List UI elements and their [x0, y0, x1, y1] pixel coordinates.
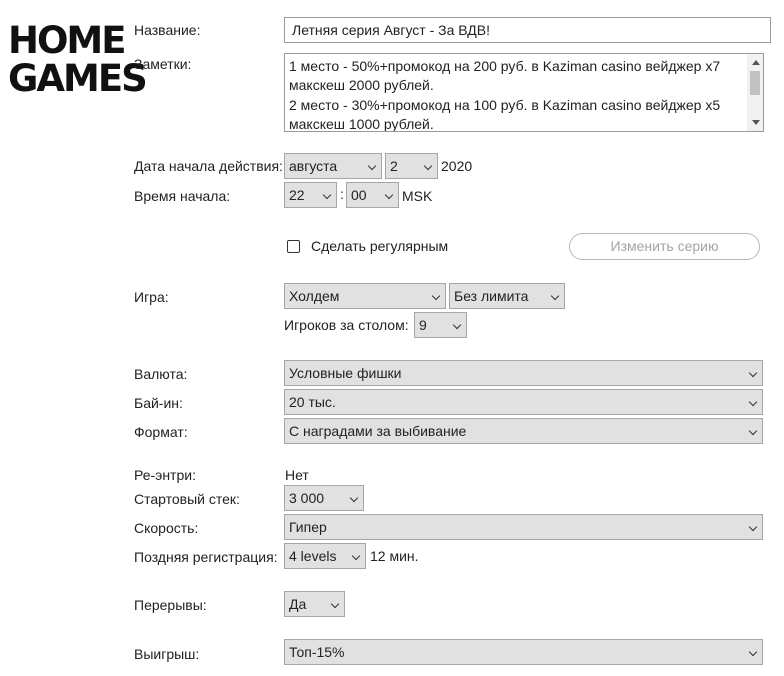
chevron-down-icon: [749, 427, 757, 435]
late-reg-value: 4 levels: [289, 548, 337, 564]
notes-content: [289, 57, 743, 132]
buyin-label: Бай-ин:: [134, 395, 183, 411]
scroll-up-arrow-icon[interactable]: [752, 60, 760, 65]
late-reg-label: Поздняя регистрация:: [134, 549, 278, 565]
start-time-label: Время начала:: [134, 188, 231, 204]
start-month-value: августа: [289, 158, 338, 174]
breaks-label: Перерывы:: [134, 597, 207, 613]
notes-line: 1 место - 50%+промокод на 200 руб. в Kaziman casino вейджер х7: [289, 58, 721, 74]
game-label: Игра:: [134, 289, 169, 305]
chevron-down-icon: [352, 552, 360, 560]
logo-line-games: GAMES: [8, 57, 146, 100]
chevron-down-icon: [749, 398, 757, 406]
payout-value: Топ-15%: [289, 644, 345, 660]
reentry-label: Ре-энтри:: [134, 467, 196, 483]
game-type-value: Холдем: [289, 288, 340, 304]
chevron-down-icon: [749, 369, 757, 377]
stack-select[interactable]: [284, 485, 364, 511]
name-input[interactable]: Летняя серия Август - За ВДВ!: [284, 17, 771, 43]
notes-scrollbar[interactable]: [747, 54, 763, 131]
currency-label: Валюта:: [134, 366, 188, 382]
currency-select[interactable]: [284, 360, 763, 386]
payout-label: Выигрыш:: [134, 646, 200, 662]
players-select[interactable]: [414, 312, 467, 338]
home-games-logo: [8, 19, 146, 100]
stack-value: 3 000: [289, 490, 325, 506]
regular-label[interactable]: Сделать регулярным: [311, 238, 449, 254]
format-value: С наградами за выбивание: [289, 423, 467, 439]
speed-value: Гипер: [289, 519, 327, 535]
scroll-thumb[interactable]: [750, 71, 760, 95]
stack-label: Стартовый стек:: [134, 491, 240, 507]
logo-line-home: HOME: [8, 19, 125, 62]
chevron-down-icon: [453, 321, 461, 329]
late-reg-select[interactable]: [284, 543, 366, 569]
currency-value: Условные фишки: [289, 365, 402, 381]
scroll-down-arrow-icon[interactable]: [752, 120, 760, 125]
start-hour-value: 22: [289, 187, 305, 203]
buyin-value: 20 тыс.: [289, 394, 336, 410]
time-separator: :: [340, 186, 344, 202]
notes-line: макскеш 2000 рублей.: [289, 77, 434, 94]
start-minute-select[interactable]: [346, 182, 399, 208]
name-label: Название:: [134, 22, 201, 38]
payout-select[interactable]: [284, 639, 763, 665]
start-day-select[interactable]: [385, 153, 438, 179]
start-day-value: 2: [390, 158, 398, 174]
regular-checkbox[interactable]: [287, 240, 300, 253]
players-value: 9: [419, 317, 427, 333]
game-type-select[interactable]: [284, 283, 446, 309]
change-series-button[interactable]: Изменить серию: [569, 233, 760, 260]
chevron-down-icon: [749, 523, 757, 531]
chevron-down-icon: [368, 162, 376, 170]
chevron-down-icon: [350, 494, 358, 502]
timezone-label: MSK: [402, 188, 433, 204]
chevron-down-icon: [551, 292, 559, 300]
buyin-select[interactable]: [284, 389, 763, 415]
notes-line: 2 место - 30%+промокод на 100 руб. в Kaziman casino вейджер х5: [289, 96, 721, 113]
notes-label: Заметки:: [134, 56, 192, 72]
start-hour-select[interactable]: [284, 182, 337, 208]
chevron-down-icon: [424, 162, 432, 170]
chevron-down-icon: [385, 191, 393, 199]
game-limit-value: Без лимита: [454, 288, 529, 304]
chevron-down-icon: [323, 191, 331, 199]
start-date-label: Дата начала действия:: [134, 158, 283, 174]
players-label: Игроков за столом:: [284, 317, 409, 333]
format-label: Формат:: [134, 424, 188, 440]
notes-textarea[interactable]: [284, 53, 764, 132]
breaks-select[interactable]: [284, 591, 345, 617]
format-select[interactable]: [284, 418, 763, 444]
reentry-value: Нет: [285, 467, 309, 483]
start-year: 2020: [441, 158, 473, 174]
breaks-value: Да: [289, 596, 307, 612]
late-reg-minutes: 12 мин.: [370, 548, 419, 564]
game-limit-select[interactable]: [449, 283, 565, 309]
speed-select[interactable]: [284, 514, 763, 540]
chevron-down-icon: [749, 648, 757, 656]
chevron-down-icon: [432, 292, 440, 300]
start-minute-value: 00: [351, 187, 367, 203]
notes-line: макскеш 1000 рублей.: [289, 115, 434, 132]
start-month-select[interactable]: [284, 153, 382, 179]
chevron-down-icon: [331, 600, 339, 608]
speed-label: Скорость:: [134, 520, 199, 536]
